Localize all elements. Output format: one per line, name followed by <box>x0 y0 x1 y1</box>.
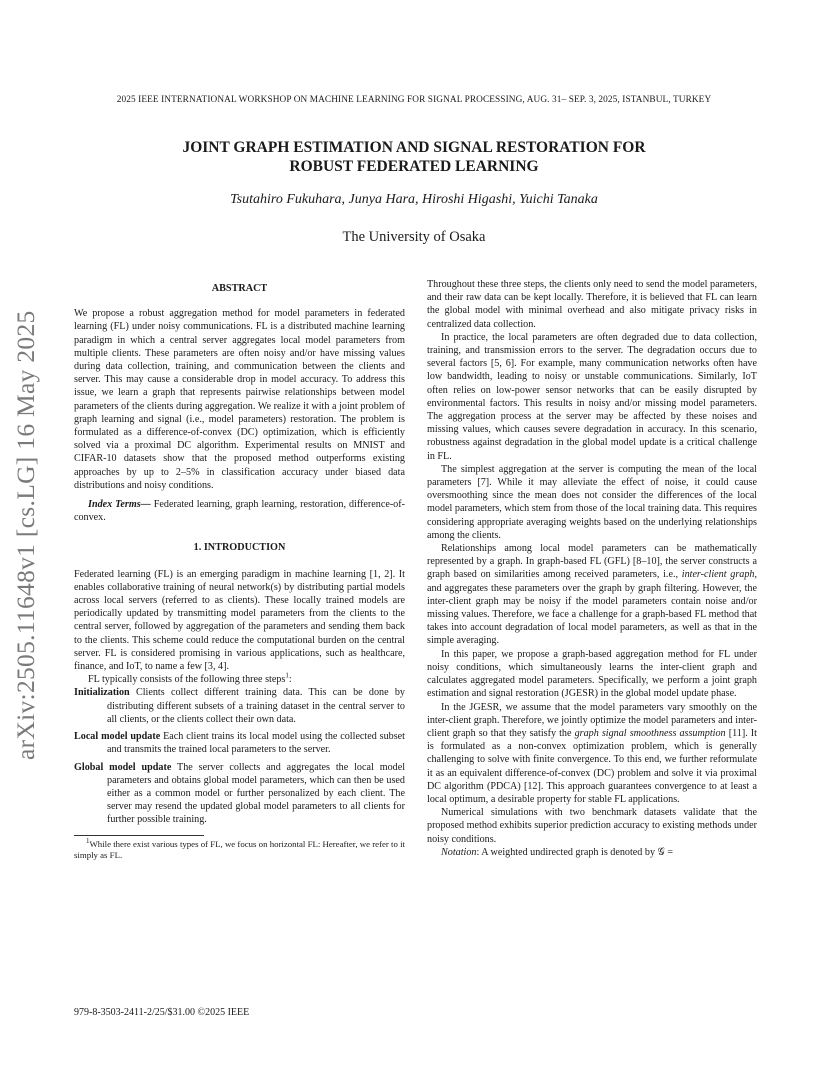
right-paragraph-6 <box>427 701 757 807</box>
arxiv-stamp-text: arXiv:2505.11648v1 [cs.LG] 16 May 2025 <box>11 310 40 760</box>
intro-paragraph-1: Federated learning (FL) is an emerging paradigm in machine learning [1, 2]. It enables collaborative training of neural network(s) by distributing partial models across local servers (referred to as clients). These locally trained models are periodically updated by transmitting model parameters from the clients to the central server, followed by aggregation of the parameters and sending them back to the clients. This scheme could reduce the computational burden on the central server. FL is considered promising in various applications, such as healthcare, finance, and IoT, to name a few [3, 4]. <box>74 568 405 673</box>
title-line-2: ROBUST FEDERATED LEARNING <box>289 158 539 175</box>
title-line-1: JOINT GRAPH ESTIMATION AND SIGNAL RESTORATION FOR <box>182 139 646 156</box>
p6-text-b: [11]. It is formulated as a non-convex optimization problem, which is generally challenging to solve with finite convergence. To this end, we further reformulate it as an equivalent difference-of-convex (DC) problem and solve it via proximal DC algorithm (PDCA) [12]. This approach guarantees convergence to at least a local optimum, a desirable property for stable FL applications. <box>427 727 757 805</box>
footnote-mark: 1 <box>86 836 90 845</box>
p4-text-a: Relationships among local model parameters can be mathematically represented by a graph. In graph-based FL (GFL) [8–10], the server constructs a graph based on similarities among received parameters, i.e., <box>427 543 757 581</box>
right-column <box>427 278 757 859</box>
index-terms <box>74 498 405 524</box>
p6-emphasis: graph signal smoothness assumption <box>574 727 726 739</box>
step-text: The server collects and aggregates the local model parameters and obtains global model parameters, which can then be used either as a common model or further personalized by each client. The server may resend the updated global model parameters to all clients for further possible training. <box>107 761 406 826</box>
footnote-ref[interactable]: 1 <box>285 671 289 680</box>
p4-emphasis: inter-client graph <box>681 569 755 581</box>
arxiv-stamp <box>6 280 46 760</box>
intro-p2-end: : <box>288 674 292 686</box>
right-paragraph-4 <box>427 542 757 648</box>
introduction-heading: 1. INTRODUCTION <box>193 542 286 554</box>
author-list: Tsutahiro Fukuhara, Junya Hara, Hiroshi Higashi, Yuichi Tanaka <box>230 192 598 207</box>
abstract-body: We propose a robust aggregation method for model parameters in federated learning (FL) under noisy communications. FL is a distributed machine learning paradigm in which a central server aggregates local model parameters from multiple clients. These parameters are often noisy and/or have missing values during data collection, training, and communication between the clients and server. This may cause a considerable drop in model accuracy. To address this issue, we learn a graph that represents pairwise relationships between model parameters of the clients during aggregation. We realize it with a joint problem of graph learning and signal (i.e., model parameters) restoration. The problem is formulated as a difference-of-convex (DC) optimization, which is efficiently solved via a proximal DC algorithm. Experimental results on MNIST and CIFAR-10 datasets show that the proposed method outperforms existing approaches by up to 2–5% in classification accuracy under biased data distributions and noisy conditions. <box>74 308 405 491</box>
abstract-heading: ABSTRACT <box>211 283 268 294</box>
step-global-model-update <box>74 761 405 827</box>
right-paragraph-5: In this paper, we propose a graph-based aggregation method for FL under noisy conditions, which simultaneously learns the inter-client graph and calculates aggregated model parameters. Specifically, we perform a joint graph estimation and signal restoration (JGESR) in the global model update phase. <box>427 648 757 700</box>
notation-text: : A weighted undirected graph is denoted by 𝒢 = <box>476 846 673 858</box>
left-column <box>74 282 405 861</box>
conference-header: 2025 IEEE INTERNATIONAL WORKSHOP ON MACHINE LEARNING FOR SIGNAL PROCESSING, AUG. 31– SEP. 3, 2025, ISTANBUL, TURKEY <box>116 95 712 105</box>
step-local-model-update <box>74 730 405 756</box>
copyright-footer: 979-8-3503-2411-2/25/$31.00 ©2025 IEEE <box>74 1007 250 1018</box>
footnote-text: While there exist various types of FL, we focus on horizontal FL: Hereafter, we refer to it simply as FL. <box>74 838 405 860</box>
intro-p2-text: FL typically consists of the following three steps <box>88 674 286 686</box>
right-paragraph-3: The simplest aggregation at the server is computing the mean of the local parameters [7]. While it may alleviate the effect of noise, it could cause oversmoothing since the mean does not consider the differences of the local model parameters, which stem from those of the local training data. This requires considering appropriate averaging weights based on the underlying relationships among the clients. <box>427 463 757 541</box>
step-term: Local model update <box>74 731 161 743</box>
step-term: Global model update <box>74 761 172 773</box>
index-terms-text: Federated learning, graph learning, restoration, difference-of-convex. <box>74 499 405 524</box>
index-terms-label: Index Terms— <box>88 499 151 511</box>
intro-paragraph-2 <box>74 673 405 686</box>
right-paragraph-7: Numerical simulations with two benchmark datasets validate that the proposed method exhibits superior prediction accuracy to existing methods under noisy conditions. <box>427 807 757 845</box>
notation-label: Notation <box>441 846 477 858</box>
affiliation: The University of Osaka <box>342 229 486 245</box>
step-initialization <box>74 686 405 726</box>
right-paragraph-8 <box>427 846 757 859</box>
footnote <box>74 836 405 862</box>
paper-title <box>0 138 828 176</box>
step-text: Clients collect different training data. This can be done by distributing different subsets of a training dataset in the central server to all clients, or the clients collect their own data. <box>107 687 405 725</box>
step-term: Initialization <box>74 687 130 699</box>
step-text: Each client trains its local model using the collected subset and transmits the trained local parameters to the server. <box>107 731 405 756</box>
p4-text-b: , and aggregates these parameters over the graph by graph filtering. However, the inter-client graph may be noisy if the model parameters contain noise and/or missing values. Therefore, we face a challenge for a graph-based FL method that takes into account degradation of local model parameters, as well as that in the simple averaging. <box>427 569 757 647</box>
p6-text-a: In the JGESR, we assume that the model parameters vary smoothly on the inter-client graph. Therefore, we jointly optimize the model parameters and inter-client graph so that they satisfy the <box>427 701 757 739</box>
right-paragraph-2: In practice, the local parameters are often degraded due to data collection, training, and transmission errors to the server. The degradation occurs due to several factors [5, 6]. For example, many communication networks often have low bandwidth, leading to noisy or unstable communications. Similarly, IoT often relies on low-power sensor networks that can be easily disrupted by environmental factors. This results in noisy and/or missing model parameters. The aggregation process at the server may be affected by these noises and missing values, which causes severe degradation in accuracy. In this scenario, robustness against degradation in the global model update is a critical challenge in FL. <box>427 331 757 462</box>
right-paragraph-1: Throughout these three steps, the clients only need to send the model parameters, and their raw data can be kept locally. Therefore, it is believed that FL can learn the global model with minimal overhead and also mitigate privacy risks in centralized data collection. <box>427 279 757 330</box>
